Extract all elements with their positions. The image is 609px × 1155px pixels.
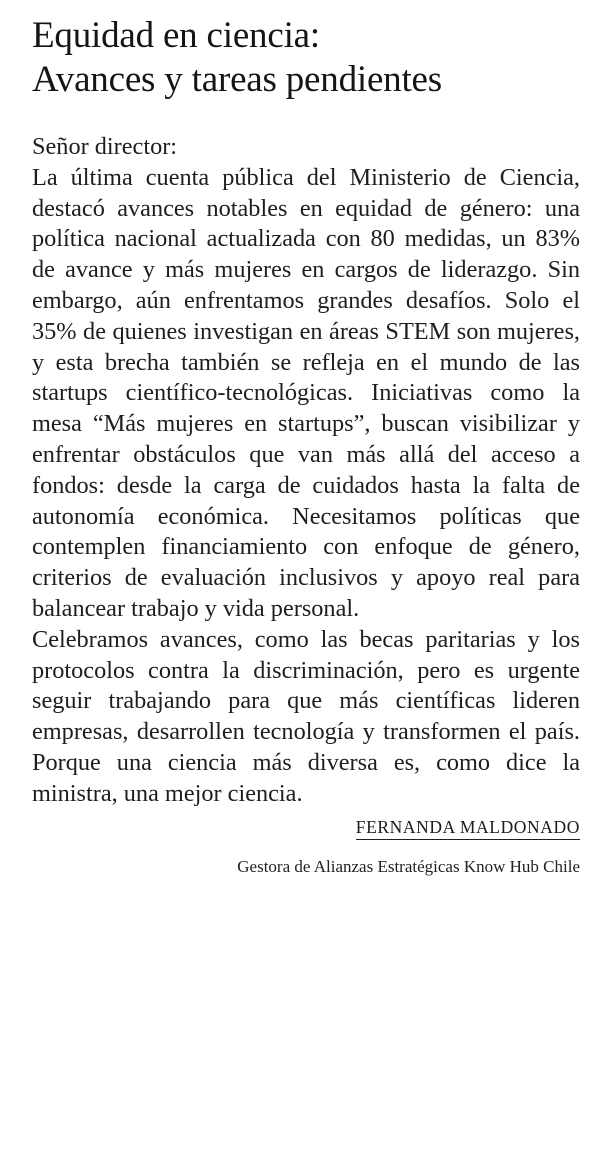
headline-line-1: Equidad en ciencia:: [32, 15, 320, 56]
salutation: Señor director:: [32, 133, 178, 160]
signature-block: [32, 816, 580, 878]
signature-name: FERNANDA MALDONADO: [356, 816, 580, 840]
headline-line-2: Avances y tareas pendientes: [32, 59, 442, 100]
signature-role: Gestora de Alianzas Estratégicas Know Hub Chile: [237, 856, 580, 876]
letter-to-editor: [32, 14, 580, 878]
letter-body: [32, 132, 580, 810]
paragraph-2: Celebramos avances, como las becas paritarias y los protocolos contra la discriminación, pero es urgente seguir trabajando para que más científicas lideren empresas, desarrollen tecnología y transformen el país. Porque una ciencia más diversa es, como dice la ministra, una mejor ciencia.: [32, 625, 580, 807]
headline: [32, 14, 580, 102]
paragraph-1: La última cuenta pública del Ministerio de Ciencia, destacó avances notables en equidad de género: una política nacional actualizada con 80 medidas, un 83% de avance y más mujeres en cargos de liderazgo. Sin embargo, aún enfrentamos grandes desafíos. Solo el 35% de quienes investigan en áreas STEM son mujeres, y esta brecha también se refleja en el mundo de las startups científico-tecnológicas. Iniciativas como la mesa “Más mujeres en startups”, buscan visibilizar y enfrentar obstáculos que van más allá del acceso a fondos: desde la carga de cuidados hasta la falta de autonomía económica. Necesitamos políticas que contemplen financiamiento con enfoque de género, criterios de evaluación inclusivos y apoyo real para balancear trabajo y vida personal.: [32, 163, 580, 622]
